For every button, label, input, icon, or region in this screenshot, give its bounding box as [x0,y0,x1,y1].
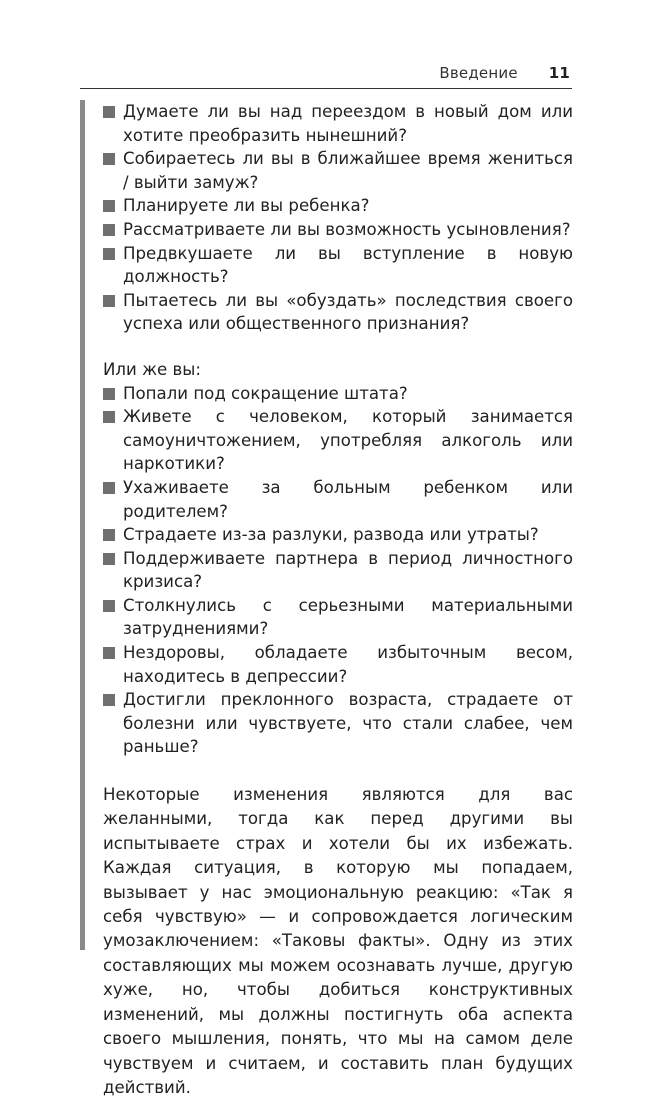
list-item-text: Попали под сокращение штата? [123,383,408,403]
list-item [103,100,573,147]
list-item [103,218,573,242]
bullet-square-icon [103,248,115,260]
list-item [103,147,573,194]
list-item [103,242,573,289]
list-intro: Или же вы: [103,359,201,379]
list-item-text: Думаете ли вы над переездом в новый дом или хотите преобразить нынешний? [123,102,573,145]
bullet-square-icon [103,153,115,165]
bullet-square-icon [103,482,115,494]
bullet-square-icon [103,694,115,706]
bullet-square-icon [103,200,115,212]
bullet-square-icon [103,295,115,307]
bullet-square-icon [103,411,115,423]
list-item-text: Страдаете из-за разлуки, развода или утраты? [123,525,539,545]
section-title: Введение [439,64,518,82]
list-item [103,547,573,594]
list-item-text: Планируете ли вы ребенка? [123,196,370,216]
list-item [103,641,573,688]
page-number: 11 [548,64,570,82]
list-item [103,194,573,218]
list-item-text: Достигли преклонного возраста, страдаете от болезни или чувствуете, что стали слабее, чем раньше? [123,690,573,757]
list-item-text: Столкнулись с серьезными материальными затруднениями? [123,595,573,639]
list-item-text: Поддерживаете партнера в период личностного кризиса? [123,548,573,592]
list-item-text: Ухаживаете за больным ребенком или родителем? [123,477,573,521]
list-item [103,476,573,523]
bullet-square-icon [103,600,115,612]
question-list-1 [103,100,573,336]
list-item [103,594,573,641]
list-item [103,382,573,406]
bullet-square-icon [103,553,115,565]
list-item [103,688,573,759]
side-bar [80,100,85,950]
bullet-square-icon [103,106,115,118]
list-item [103,523,573,547]
running-head [439,64,570,82]
question-list-2 [103,382,573,760]
list-item-text: Рассматриваете ли вы возможность усыновления? [123,219,571,239]
list-item-text: Живете с человеком, который занимается самоуничтожением, употребляя алкоголь или наркотики? [123,407,573,474]
header-rule [80,88,572,89]
list-item-text: Нездоровы, обладаете избыточным весом, находитесь в депрессии? [123,643,573,686]
bullet-square-icon [103,224,115,236]
page-content [103,100,573,1117]
list-item-text: Пытаетесь ли вы «обуздать» последствия своего успеха или общественного признания? [123,290,573,334]
body-paragraph: Некоторые изменения являются для вас желанными, тогда как перед другими вы испытываете страх и хотели бы их избежать. Каждая ситуация, в которую мы попадаем, вызывает у нас эмоциональную реакцию: «Так я себя чувствую» — и сопровождается логическим умозаключением: «Таковы факты». Одну из этих составляющих мы можем осознавать лучше, другую хуже, но, чтобы добиться конструктивных изменений, мы должны постигнуть оба аспекта своего мышления, понять, что мы на самом деле чувствуем и считаем, и составить план будущих действий. [103,785,573,1097]
list-item-text: Предвкушаете ли вы вступление в новую должность? [123,243,573,287]
list-item-text: Собираетесь ли вы в ближайшее время жениться / выйти замуж? [123,149,573,192]
bullet-square-icon [103,388,115,400]
bullet-square-icon [103,647,115,659]
list-item [103,405,573,476]
list-item [103,289,573,336]
bullet-square-icon [103,529,115,541]
